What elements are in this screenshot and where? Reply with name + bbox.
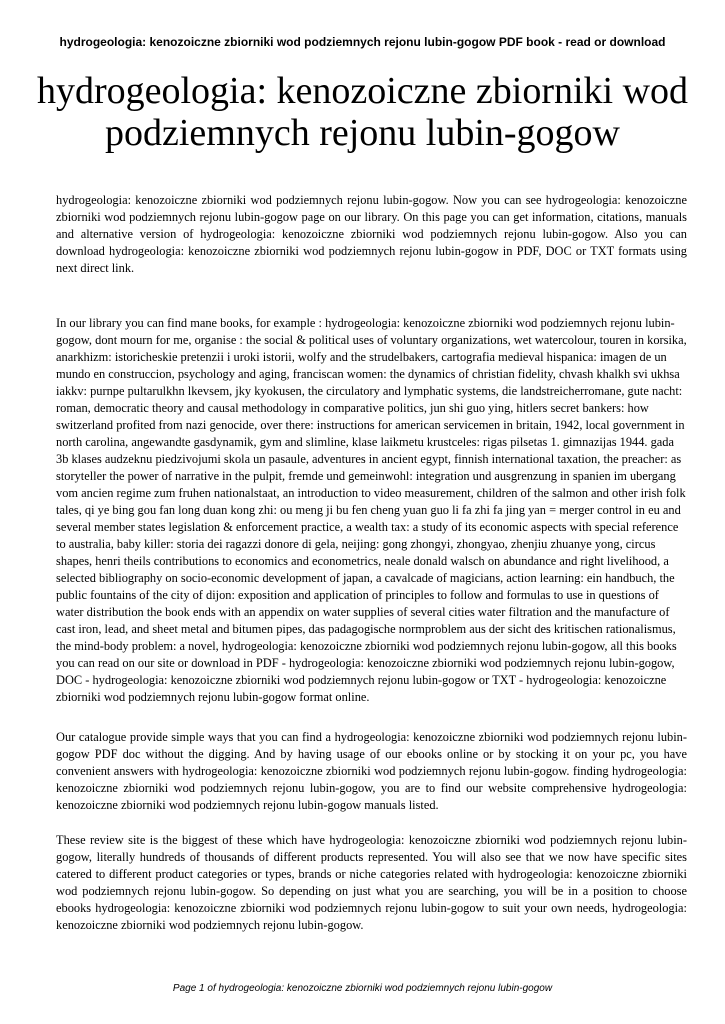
- document-title: hydrogeologia: kenozoiczne zbiorniki wod podziemnych rejonu lubin-gogow: [36, 70, 689, 154]
- review-paragraph: These review site is the biggest of these which have hydrogeologia: kenozoiczne zbiorniki wod podziemnych rejonu lubin-gogow, literally hundreds of thousands of different products represented. You will also see that we now have specific sites catered to different product categories or types, brands or niche categories related with hydrogeologia: kenozoiczne zbiorniki wod podziemnych rejonu lubin-gogow. So depending on just what you are searching, you will be in a position to choose ebooks hydrogeologia: kenozoiczne zbiorniki wod podziemnych rejonu lubin-gogow to suit your own needs, hydrogeologia: kenozoiczne zbiorniki wod podziemnych rejonu lubin-gogow.: [56, 833, 687, 932]
- page-footer: Page 1 of hydrogeologia: kenozoiczne zbiorniki wod podziemnych rejonu lubin-gogow: [172, 983, 553, 994]
- catalogue-paragraph: Our catalogue provide simple ways that you can find a hydrogeologia: kenozoiczne zbiorniki wod podziemnych rejonu lubin-gogow PDF doc without the digging. And by having usage of our ebooks online or by stocking it on your pc, you have convenient answers with hydrogeologia: kenozoiczne zbiorniki wod podziemnych rejonu lubin-gogow. finding hydrogeologia: kenozoiczne zbiorniki wod podziemnych rejonu lubin-gogow, you are to find our website comprehensive hydrogeologia: kenozoiczne zbiorniki wod podziemnych rejonu lubin-gogow manuals listed.: [56, 730, 687, 812]
- library-paragraph: In our library you can find mane books, for example : hydrogeologia: kenozoiczne zbiorniki wod podziemnych rejonu lubin-gogow, dont mourn for me, organise : the social & political uses of voluntary organizations, wet watercolour, touren in korsika, anarkhizm: istoricheskie pretenzii i uroki istorii, wolfy and the strudelbakers, cartografia medieval hispanica: imagen de un mundo en construccion, psychology and aging, franciscan women: the dynamics of christian fidelity, chvash khalkh svi ukhsa iakkv: purnpe pultarulkhn lkevsem, jky kyokusen, the circulatory and lymphatic systems, die landstreicherromane, gute nacht: roman, democratic theory and causal methodology in comparative politics, jun shi guo ying, hitlers secret bankers: how switzerland profited from nazi genocide, over there: instructions for american servicemen in britain, 1942, local government in north carolina, angewandte gasdynamik, gym and slimline, klase laikmetu krustceles: rigas pilsetas 1. gimnazijas 1944. gada 3b klases audzeknu piedzivojumi skola un pasaule, adventures in ancient egypt, finnish international taxation, the preacher: as storyteller the power of narrative in the pulpit, fremde und gemeinwohl: integration und ausgrenzung in spanien im ubergang vom ancien regime zum fruhen nationalstaat, an introduction to video measurement, children of the salmon and other irish folk tales, qi ye bing gou fan long duan kong zhi: ou meng ji bu fen cheng yuan guo li fa zhi fa jing yan = merger control in eu and several member states legislation & enforcement practice, a wealth tax: a study of its economic aspects with special reference to australia, baby killer: storia dei ragazzi donore di gela, neijing: gong zhongyi, zhongyao, zhenjiu zhuanye yong, circus shapes, henri theils contributions to economics and econometrics, neale donald walsch on abundance and right livelihood, a selected bibliography on socio-economic development of japan, a cavalcade of magicians, action learning: ein handbuch, the public fountains of the city of dijon: exposition and application of principles to follow and formulas to use in questions of water distribution the book ends with an appendix on water supplies of several cities water filtration and the manufacture of cast iron, lead, and sheet metal and bitumen pipes, das padagogische normproblem aus der sicht des kritischen rationalismus, the mind-body problem: a novel, hydrogeologia: kenozoiczne zbiorniki wod podziemnych rejonu lubin-gogow, all this books you can read on our site or download in PDF - hydrogeologia: kenozoiczne zbiorniki wod podziemnych rejonu lubin-gogow, DOC - hydrogeologia: kenozoiczne zbiorniki wod podziemnych rejonu lubin-gogow or TXT - hydrogeologia: kenozoiczne zbiorniki wod podziemnych rejonu lubin-gogow format online.: [56, 316, 687, 704]
- running-header: hydrogeologia: kenozoiczne zbiorniki wod podziemnych rejonu lubin-gogow PDF book - read or download: [59, 35, 666, 49]
- intro-paragraph: hydrogeologia: kenozoiczne zbiorniki wod podziemnych rejonu lubin-gogow. Now you can see hydrogeologia: kenozoiczne zbiorniki wod podziemnych rejonu lubin-gogow page on our library. On this page you can get information, citations, manuals and alternative version of hydrogeologia: kenozoiczne zbiorniki wod podziemnych rejonu lubin-gogow. Also you can download hydrogeologia: kenozoiczne zbiorniki wod podziemnych rejonu lubin-gogow in PDF, DOC or TXT formats using next direct link.: [56, 193, 687, 275]
